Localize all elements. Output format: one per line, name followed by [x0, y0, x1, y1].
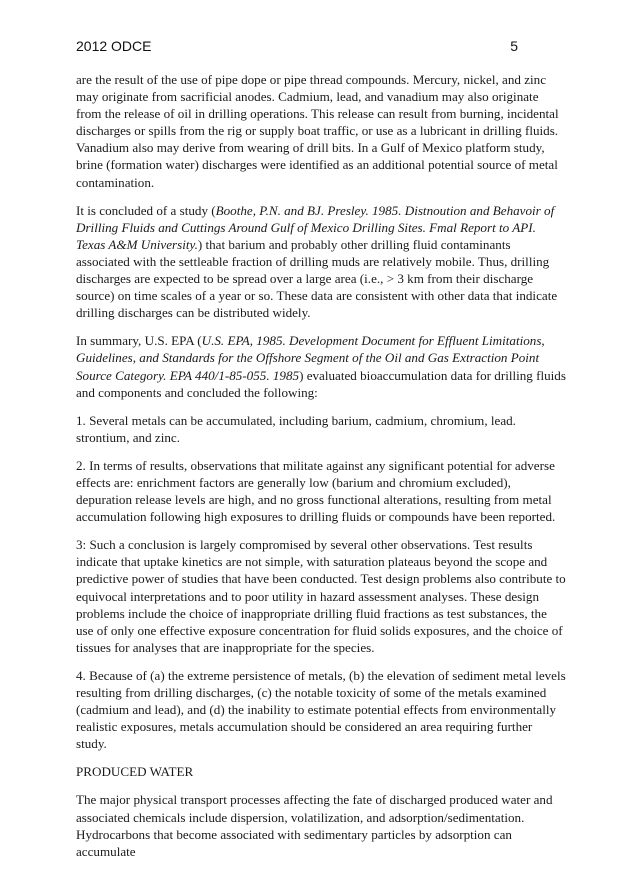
- finding-4: 4. Because of (a) the extreme persistence of metals, (b) the elevation of sediment metal levels resulting from drilling discharges, (c) the notable toxicity of some of the metals examined (cadmium and lead), and (d) the inability to estimate potential effects from environmentally realistic exposures, metals accumulation should be considered an area requiring further study.: [76, 667, 566, 752]
- finding-3: 3: Such a conclusion is largely compromised by several other observations. Test results indicate that uptake kinetics are not simple, with saturation plateaus beyond the scope and predictive power of studies that have been conducted. Test design problems also contribute to equivocal interpretations and to poor utility in hazard assessment analyses. These design problems include the choice of inappropriate drilling fluid fractions as test substances, the use of only one effective exposure concentration for fluid solids exposures, and the choice of tissues for analyses that are inappropriate for the species.: [76, 537, 566, 655]
- finding-1: 1. Several metals can be accumulated, including barium, cadmium, chromium, lead. strontium, and zinc.: [76, 412, 516, 445]
- header-title: 2012 ODCE: [76, 38, 152, 54]
- paragraph-metal-sources: are the result of the use of pipe dope or pipe thread compounds. Mercury, nickel, and zinc may originate from sacrificial anodes. Cadmium, lead, and vanadium may also originate from the release of oil in drilling operations. This release can result from burning, incidental discharges or spills from the rig or supply boat traffic, or use as a lubricant in drilling fluids. Vanadium also may derive from wearing of drill bits. In a Gulf of Mexico platform study, brine (formation water) discharges were identified as an additional potential source of metal contamination.: [76, 72, 559, 190]
- page-number: 5: [510, 38, 518, 54]
- paragraph-text: ) that barium and probably other drilling fluid contaminants associated with the settleable fraction of drilling muds are relatively mobile. Thus, drilling discharges are expected to be spread over a large area (i.e., > 3 km from their discharge source) on time scales of a year or so. These data are consistent with other data that indicate drilling discharges can be distributed widely.: [76, 236, 558, 321]
- body-text: [76, 71, 566, 871]
- section-heading-produced-water: PRODUCED WATER: [76, 764, 194, 780]
- paragraph-text: In summary, U.S. EPA (: [76, 333, 202, 349]
- paragraph-boothe-study: [76, 202, 566, 322]
- paragraph-epa-summary: [76, 332, 566, 400]
- citation-boothe: Boothe, P.N. and BJ. Presley. 1985. Distnoution and Behavoir of Drilling Fluids and Cuttings Around Gulf of Mexico Drilling Sites. Fmal Report to API. Texas A&M University.: [76, 202, 555, 252]
- paragraph-text: It is concluded of a study (: [76, 202, 216, 218]
- paragraph-text: ) evaluated bioaccumulation data for drilling fluids and components and concluded the following:: [76, 367, 566, 400]
- citation-epa: U.S. EPA, 1985. Development Document for Effluent Limitations, Guidelines, and Standards for the Offshore Segment of the Oil and Gas Extraction Point Source Category. EPA 440/1-85-055. 1985: [76, 333, 545, 383]
- finding-2: 2. In terms of results, observations that militate against any significant potential for adverse effects are: enrichment factors are generally low (barium and chromium excluded), depuration release levels are high, and no gross functional alterations, resulting from metal accumulation following high exposures to drilling fluids or compounds have been reported.: [76, 457, 556, 525]
- paragraph-produced-water: The major physical transport processes affecting the fate of discharged produced water and associated chemicals include dispersion, volatilization, and adsorption/sedimentation. Hydrocarbons that become associated with sedimentary particles by adsorption can accumulate: [76, 792, 553, 859]
